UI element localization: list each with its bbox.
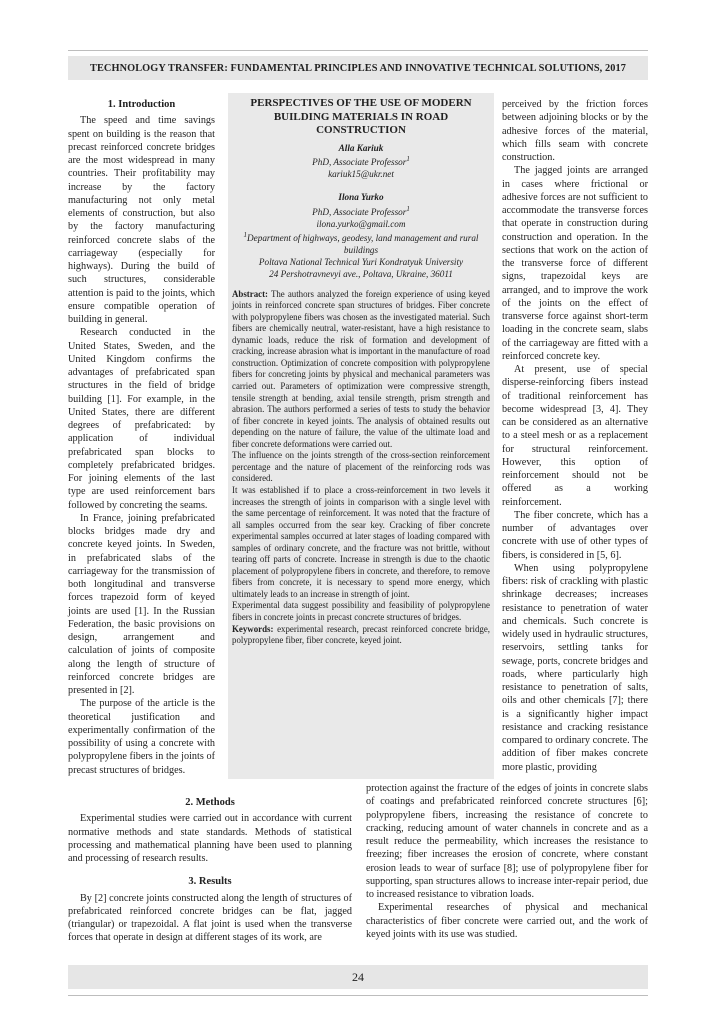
affiliation-mark: 1 [243, 231, 248, 240]
keywords: Keywords: experimental research, precast reinforced concrete bridge, polypropylene fiber, fiber concrete, keyed joint. [232, 623, 490, 646]
body-paragraph: perceived by the friction forces between adjoining blocks or by the adhesive forces of the material, which fills seam with concrete construction. [502, 99, 648, 163]
affiliation-department: $^1$Department of highways, geodesy, land management and rural buildings [243, 231, 479, 256]
methods-paragraph: Experimental studies were carried out in accordance with current normative methods and state standards. Methods of statistical processing and mathematical planning have been used to planning and processing of research results. [68, 813, 352, 864]
footer-bottom-rule [68, 995, 648, 996]
right-column [502, 98, 648, 774]
abstract-paragraph: Abstract: The authors analyzed the foreign experience of using keyed joints in reinforced concrete span structures of bridges. Fiber concrete with polypropylene fibers was chosen as the investigated material. Such fibers are chemically neutral, water-resistant, have a high resistance to dynamic loads, reduce the risk of formation and development of cracking, increase abrasion what is important in the manufacture of road construction. Optimization of concrete composition with polypropylene fibers for concreting joints by physical and mechanical parameters was carried out. Parameters of optimization were compressive strength, tensile strength at bending, axial tensile strength, prism strength and abrasion. The authors performed a series of tests to study the behavior of fiber concrete in keyed joints. The analysis of obtained results out depending on the nature of failure, the value of the ultimate load and fiber concrete deformations were carried out. [232, 288, 490, 449]
affiliation-university: Poltava National Technical Yuri Kondratyuk University [258, 257, 464, 268]
article-title: PERSPECTIVES OF THE USE OF MODERN BUILDING MATERIALS IN ROAD CONSTRUCTION [250, 97, 472, 136]
author-2-affiliation-mark: 1 [406, 204, 410, 213]
intro-paragraph: In France, joining prefabricated blocks bridges made dry and concrete keyed joints. In Sweden, in prefabricated slabs of the carriageway for the transmission of both longitudinal and transverse forces trapezoid form of keyed joints are used [1]. In the Russian Federation, the basic provisions on design, arrangement and calculation of joints of composite along the length of structure of reinforced concrete bridges are presented in [2]. [68, 512, 215, 696]
intro-paragraph: Research conducted in the United States, Sweden, and the United Kingdom confirms the advantages of prefabricated span structures in the field of bridge building [1]. For example, in the United States, there are different degrees of prefabricated: by application of individual prefabricated span blocks to completely prefabricated bridges. For joining elements of the last type are used reinforcement bars followed by concreting the seams. [68, 327, 215, 511]
intro-paragraph: The purpose of the article is the theoretical justification and experimentally confirmation of the possibility of using a concrete with polypropylene fibers in the joints of precast structures of bridges. [68, 698, 215, 776]
affiliation-address: 24 Pershotravnevyi ave., Poltava, Ukraine, 36011 [269, 268, 453, 279]
abstract-label: Abstract: [232, 288, 268, 299]
methods-heading: 2. Methods [185, 797, 235, 808]
author-2-name: Ilona Yurko [338, 191, 384, 202]
body-paragraph: The fiber concrete, which has a number of advantages over concrete with use of other types of fibers, is considered in [5, 6]. [502, 509, 648, 561]
abstract-paragraph: It was established if to place a cross-reinforcement in two levels it increases the strength of joints in comparison with a single level with the same percentage of reinforcement. It was noted that the fracture of all samples occurred from the sear key. Cracking of fiber concrete experimental samples occurred at later stages of loading compared with samples of ordinary concrete, and the fracture was not brittle, without tearing off parts of concrete. Increase in strength is due to the chaotic placement of polypropylene fibers in concrete, and therefore, to remove fibers from concrete, it is necessary to spend more energy, which ultimately leads to an increase in strength of joint. [232, 484, 490, 599]
page-footer [68, 965, 648, 989]
intro-section [68, 98, 215, 777]
body-paragraph: protection against the fracture of the edges of joints in concrete slabs of coatings and prefabricated reinforced concrete structures [6]; polypropylene fibers, increasing the resistance of concrete to cracking, reducing amount of water channels in concrete and as a result reduce the permeability, which increases the resistance to freezing; fiber increases the erosion of concrete, where constant erosion leads to wear of surface [8]; use of polypropylene fiber for supporting, span structures allows to increase inter-repair period, due to increased resistance to vibration loads. [366, 783, 648, 900]
running-header [68, 56, 648, 80]
intro-paragraph: The speed and time savings spent on building is the reason that precast reinforced concrete bridges are the most widespread in many countries. Their profitability may increase by the factory manufacturing not only metal elements of construction, but also by the factory manufacturing reinforced concrete slabs of the carriageway (especially for highways). During the build of such structures, considerable attention is paid to the joints, which ensure compatible operation of building in general. [68, 115, 215, 325]
author-2-position: PhD, Associate Professor$^1$ [312, 204, 410, 217]
article-header [232, 97, 490, 647]
abstract-paragraph: Experimental data suggest possibility and feasibility of polypropylene fibers in concrete joints in precast concrete structures of bridges. [232, 600, 490, 622]
abstract-paragraph: The influence on the joints strength of the cross-section reinforcement percentage and the nature of placement of the reinforcing rods was considered. [232, 450, 490, 484]
page-number: 24 [352, 969, 364, 984]
author-2-email: ilona.yurko@gmail.com [316, 218, 406, 229]
running-title: TECHNOLOGY TRANSFER: FUNDAMENTAL PRINCIPLES AND INNOVATIVE TECHNICAL SOLUTIONS, 2017 [89, 62, 626, 74]
header-top-rule [68, 50, 648, 51]
bottom-right-column [366, 782, 648, 941]
methods-results-section [68, 796, 352, 945]
body-paragraph: The jagged joints are arranged in cases where frictional or adhesive forces are not sufficient to accommodate the transverse forces that operate in construction during construction and operation. In the sections that work on the action of the transverse force of different signs, trapezoidal keys are arranged, and to improve the work of the joints on the effect of transverse force against short-term loading in the concrete seam, slabs of the carriageway are fitted with a reinforced concrete key. [502, 165, 648, 362]
body-paragraph: Experimental researches of physical and mechanical characteristics of fiber concrete were carried out, and the work of keyed joints with its use was studied. [366, 902, 648, 940]
keywords-label: Keywords: [232, 623, 274, 634]
results-paragraph: By [2] concrete joints constructed along the length of structures of prefabricated reinforced concrete bridges can be flat, jagged (triangular) or trapezoidal. A flat joint is used when the transverse forces that operate in design at different stages of its work, are [68, 892, 352, 944]
author-1-affiliation-mark: 1 [406, 155, 410, 164]
author-1-position: PhD, Associate Professor$^1$ [312, 155, 410, 168]
results-heading: 3. Results [188, 876, 232, 888]
author-1-email: kariuk15@ukr.net [328, 169, 394, 180]
intro-heading: 1. Introduction [107, 99, 176, 110]
body-paragraph: At present, use of special disperse-reinforcing fibers instead of traditional reinforcement has become widespread [3, 4]. They can be considered as an alternative to a steel mesh or as a replacement for structural reinforcement. However, this option of reinforcement should not be offered as a working reinforcement. [502, 364, 648, 508]
author-1-name: Alla Kariuk [338, 142, 384, 153]
body-paragraph: When using polypropylene fibers: risk of crackling with plastic shrinkage decreases; increases resistance to penetration of water and chemicals. Such concrete is widely used in hydraulic structures, reservoirs, settling tanks for sewage, ports, concrete bridges and roads, where particularly high resistance to penetration of salts, oils and other chemicals [7]; there is a significantly higher impact resistance and cracking resistance compared to ordinary concrete. The addition of fiber makes concrete more plastic, providing [502, 562, 648, 773]
